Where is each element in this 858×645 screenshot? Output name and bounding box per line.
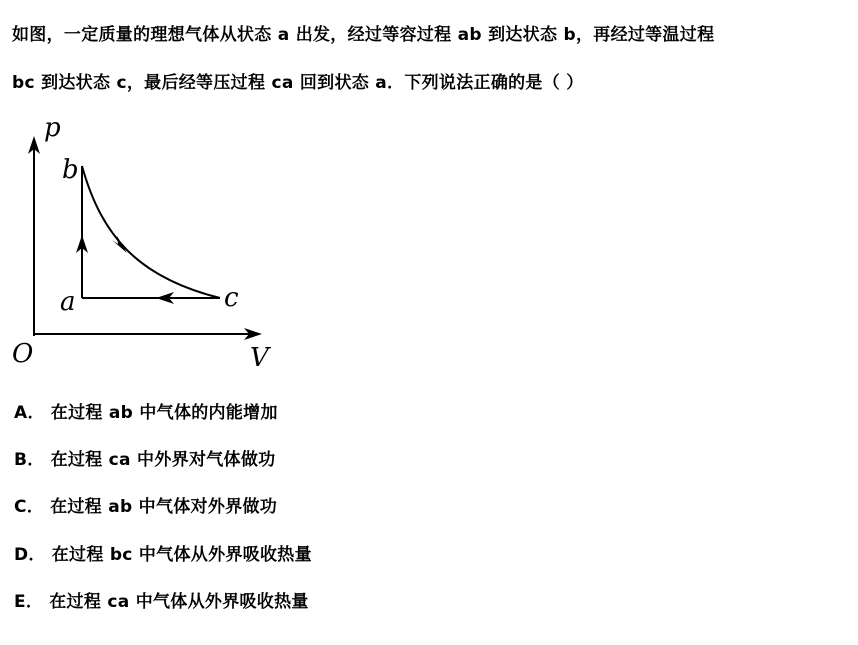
point-b-label: b <box>62 155 79 185</box>
option-e[interactable] <box>14 587 309 612</box>
origin-label: O <box>12 339 34 369</box>
option-a[interactable] <box>14 398 278 423</box>
option-d[interactable] <box>14 540 312 565</box>
option-b-letter: B． <box>14 450 45 470</box>
process-bc-arrow-icon <box>112 236 127 253</box>
option-d-letter: D． <box>14 545 46 565</box>
option-c[interactable] <box>14 492 277 517</box>
v-axis-label: V <box>250 343 269 373</box>
point-a-label: a <box>60 287 76 317</box>
process-bc-curve <box>82 166 220 298</box>
pv-diagram <box>0 108 300 378</box>
point-c-label: c <box>224 283 239 313</box>
option-c-text: 在过程 ab 中气体对外界做功 <box>50 497 278 517</box>
option-d-text: 在过程 bc 中气体从外界吸收热量 <box>51 545 312 565</box>
option-e-text: 在过程 ca 中气体从外界吸收热量 <box>49 592 309 612</box>
option-c-letter: C． <box>14 497 45 517</box>
option-e-letter: E． <box>14 592 44 612</box>
option-a-letter: A． <box>14 403 45 423</box>
question-text-line-1: 如图，一定质量的理想气体从状态 a 出发，经过等容过程 ab 到达状态 b，再经过等温过程 <box>12 25 715 45</box>
option-a-text: 在过程 ab 中气体的内能增加 <box>50 403 278 423</box>
option-b-text: 在过程 ca 中外界对气体做功 <box>50 450 276 470</box>
p-axis-label: p <box>44 113 61 143</box>
question-text-line-2: bc 到达状态 c，最后经等压过程 ca 回到状态 a．下列说法正确的是（ ） <box>12 73 584 93</box>
option-b[interactable] <box>14 445 275 470</box>
